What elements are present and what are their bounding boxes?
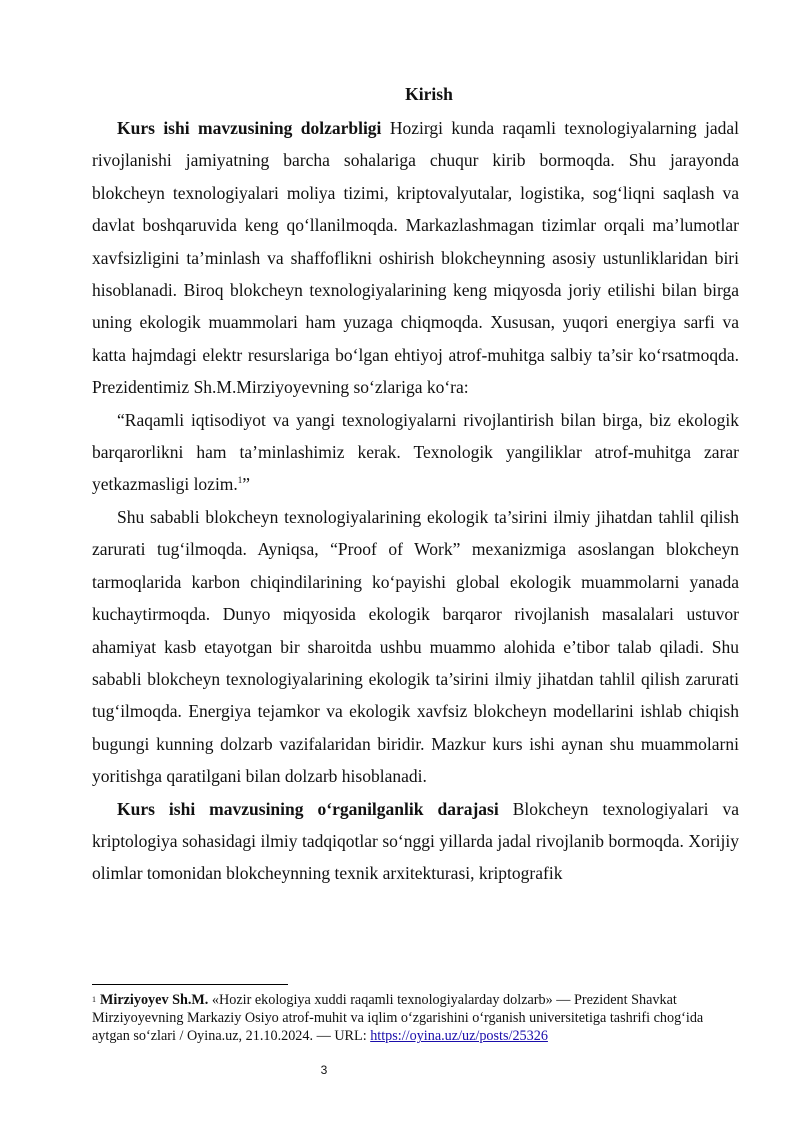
paragraph-study-level <box>92 793 739 890</box>
study-level-heading: Kurs ishi mavzusining o‘rganilganlik darajasi <box>117 798 499 819</box>
footnote-text: «Hozir ekologiya xuddi raqamli texnologiyalarday dolzarb» — Prezident Shavkat Mirziyoyevning Markaziy Osiyo atrof-muhit va iqlim o‘zgarishini o‘rganish universitetiga tashrifi chog‘ida aytgan so‘zlari / Oyina.uz, 21.10.2024. — URL: <box>92 992 704 1045</box>
paragraph-relevance <box>92 112 739 404</box>
quote-close: ” <box>242 474 251 495</box>
quote-paragraph <box>92 404 739 501</box>
footnote-link[interactable]: https://oyina.uz/uz/posts/25326 <box>370 1028 548 1045</box>
footnote-separator <box>92 984 288 985</box>
relevance-heading: Kurs ishi mavzusining dolzarbligi <box>117 118 382 138</box>
footnote-reference[interactable]: 1 <box>237 475 243 486</box>
body-text <box>92 112 739 890</box>
section-title: Kirish <box>405 84 453 104</box>
study-level-text: Blokcheyn texnologiyalari va kriptologiya sohasidagi ilmiy tadqiqotlar so‘nggi yillarda jadal rivojlanib bormoqda. Xorijiy olimlar tomonidan blokcheynning texnik arxitekturasi, kriptografik <box>92 798 739 884</box>
paragraph-analysis: Shu sababli blokcheyn texnologiyalarining ekologik ta’sirini ilmiy jihatdan tahlil qilish zarurati tug‘ilmoqda. Ayniqsa, “Proof of Work” mexanizmiga asoslangan blokcheyn tarmoqlarida karbon chiqindilarining ko‘payishi global ekologik muammolarni yanada kuchaytirmoqda. Dunyo miqyosida ekologik barqaror rivojlanish masalalari ustuvor ahamiyat kasb etayotgan bir sharoitda ushbu muammo alohida e’tibor talab qiladi. Shu sababli blokcheyn texnologiyalarining ekologik ta’sirini ilmiy jihatdan tahlil qilish zarurati tug‘ilmoqda. Energiya tejamkor va ekologik xavfsiz blokcheyn modellarini ishlab chiqish bugungi kunning dolzarb vazifalaridan biridir. Mazkur kurs ishi aynan shu muammolarni yoritishga qaratilgani bilan dolzarb hisoblanadi. <box>92 506 739 787</box>
footnote <box>92 991 740 1046</box>
footnote-author: Mirziyoyev Sh.M. <box>100 992 209 1008</box>
page-number: 3 <box>320 1063 328 1077</box>
relevance-text: Hozirgi kunda raqamli texnologiyalarning jadal rivojlanishi jamiyatning barcha sohalariga chuqur kirib bormoqda. Shu jarayonda blokcheyn texnologiyalari moliya tizimi, kriptovalyutalar, logistika, sog‘liqni saqlash va davlat boshqaruvida keng qo‘llanilmoqda. Markazlashmagan tizimlar orqali ma’lumotlar xavfsizligini ta’minlash va shaffoflikni oshirish blokcheynning asosiy ustunliklaridan biri hisoblanadi. Biroq blokcheyn texnologiyalarining keng miqyosda joriy etilishi bilan birga uning ekologik muammolari ham yuzaga chiqmoqda. Xususan, yuqori energiya sarfi va katta hajmdagi elektr resurslariga bo‘lgan ehtiyoj atrof-muhitga salbiy ta’sir ko‘rsatmoqda. Prezidentimiz Sh.M.Mirziyoyevning so‘zlariga ko‘ra: <box>92 118 740 398</box>
quote-text: “Raqamli iqtisodiyot va yangi texnologiyalarni rivojlantirish bilan birga, biz ekologik barqarorlikni ham ta’minlashimiz kerak. Texnologik yangiliklar atrof-muhitga zarar yetkazmasligi lozim. <box>92 409 739 495</box>
footnote-number: 1 <box>92 995 96 1004</box>
